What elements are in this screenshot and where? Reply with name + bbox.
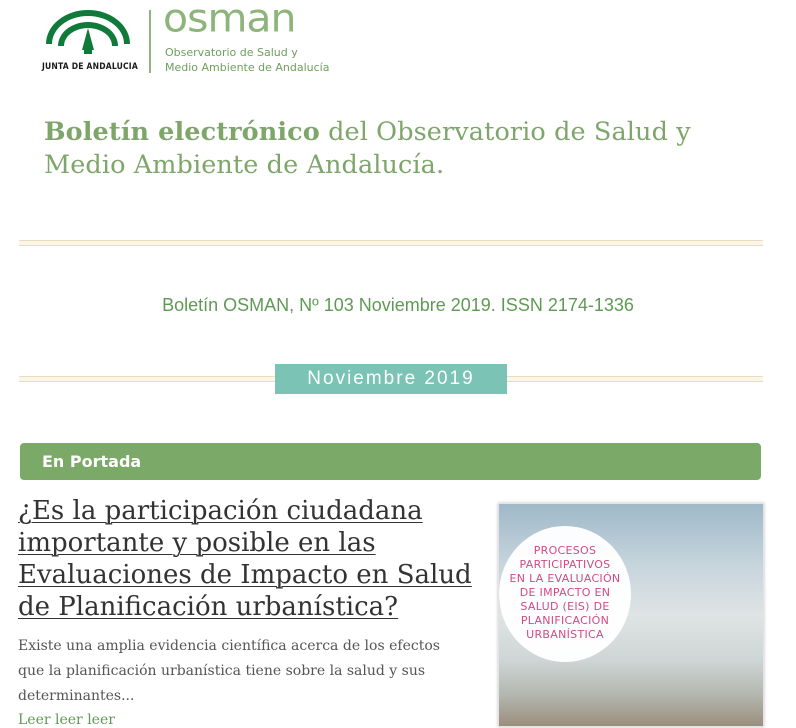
cover-text-line: PROCESOS <box>533 544 597 557</box>
logo-divider <box>149 10 151 73</box>
article-title-link[interactable]: ¿Es la participación ciudadana importante y posible en las Evaluaciones de Impacto en Salud de Planificación urbanística? <box>18 496 472 622</box>
cover-text-line: URBANÍSTICA <box>526 628 604 641</box>
cover-text-line: SALUD (EIS) DE <box>520 600 610 613</box>
cover-text-line: EN LA EVALUACIÓN <box>509 572 621 585</box>
read-more-link[interactable]: Leer leer leer <box>18 712 115 728</box>
cover-text-line: DE IMPACTO EN <box>519 586 611 599</box>
osman-subtitle-line2: Medio Ambiente de Andalucía <box>165 61 330 74</box>
headline-bold: Boletín electrónico <box>44 117 320 147</box>
osman-subtitle-line1: Observatorio de Salud y <box>165 46 298 59</box>
article-cover-image[interactable] <box>498 503 764 727</box>
issue-info: Boletín OSMAN, Nº 103 Noviembre 2019. ISSN 2174-1336 <box>162 295 634 315</box>
cover-text-line: PLANIFICACIÓN <box>520 614 610 627</box>
headline-rest: del Observatorio de Salud y Medio Ambiente de Andalucía. <box>44 117 691 180</box>
junta-de-andalucia-logo[interactable] <box>40 6 136 76</box>
section-header-en-portada <box>20 443 761 480</box>
divider <box>19 240 763 246</box>
article-summary: Existe una amplia evidencia científica acerca de los efectos que la planificación urbanística tiene sobre la salud y sus determinantes... <box>18 638 440 704</box>
junta-arch-icon <box>40 6 136 62</box>
section-label: En Portada <box>42 452 142 471</box>
osman-logo-text[interactable]: osman <box>163 0 296 41</box>
bulletin-headline <box>44 116 764 182</box>
cover-text-line: PARTICIPATIVOS <box>519 558 611 571</box>
junta-label: JUNTA DE ANDALUCIA <box>42 62 138 72</box>
month-badge: Noviembre 2019 <box>275 364 507 394</box>
